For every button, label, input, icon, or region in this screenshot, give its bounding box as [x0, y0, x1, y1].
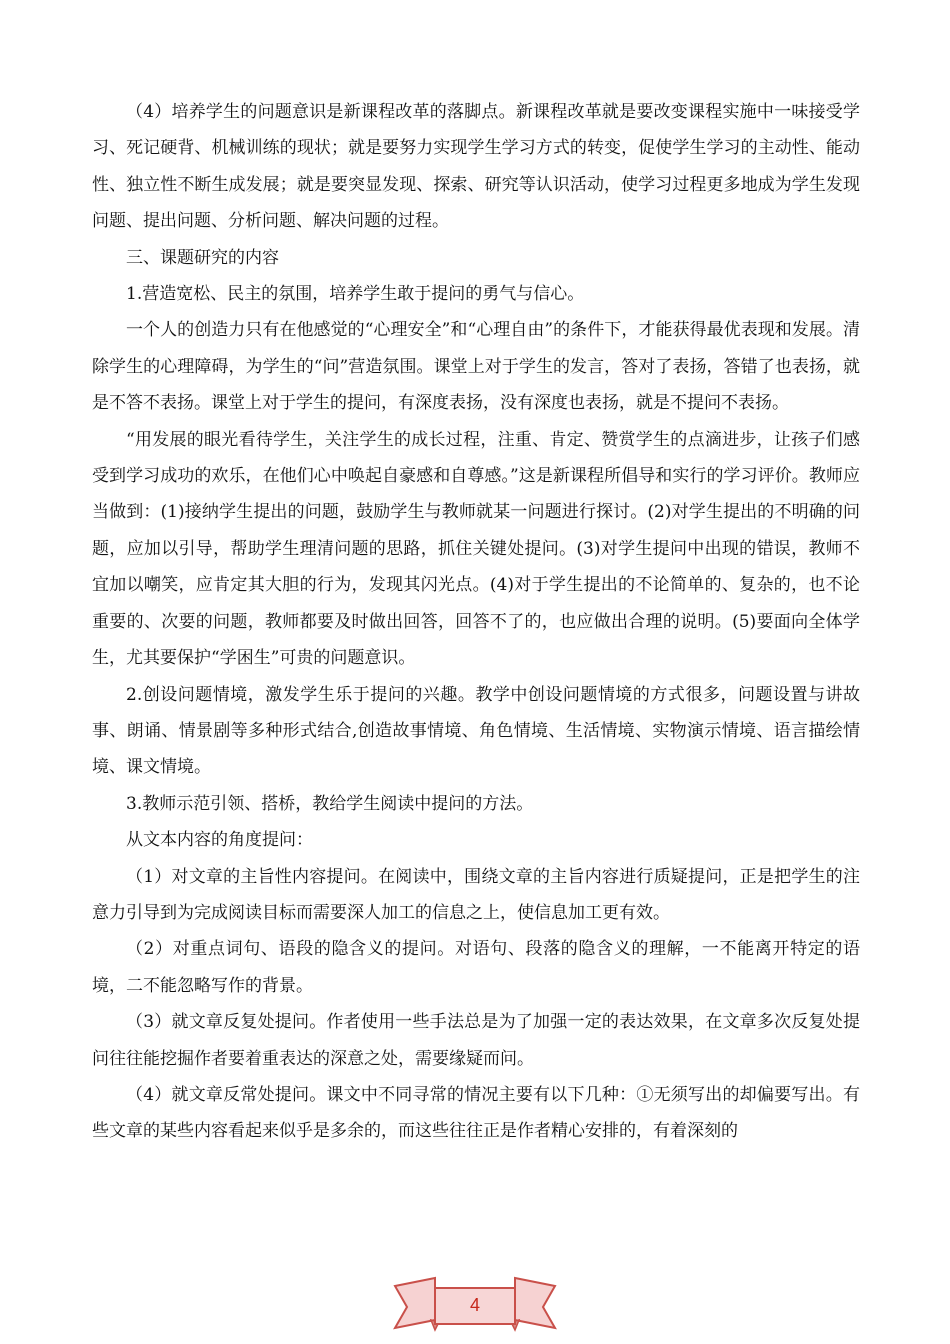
list-item-3: （3）就文章反复处提问。作者使用一些手法总是为了加强一定的表达效果，在文章多次反复处提问往往能挖掘作者要着重表达的深意之处，需要缘疑而问。 [92, 1012, 860, 1069]
list-item-4: （4）就文章反常处提问。课文中不同寻常的情况主要有以下几种：①无须写出的却偏要写出。有些文章的某些内容看起来似乎是多余的，而这些往往正是作者精心安排的，有着深刻的 [92, 1084, 860, 1142]
paragraph-4: 2.创设问题情境，激发学生乐于提问的兴趣。教学中创设问题情境的方式很多，问题设置与讲故事、朗诵、情景剧等多种形式结合,创造故事情境、角色情境、生活情境、实物演示情境、语言描绘情境、课文情境。 [92, 684, 860, 778]
list-item-1: （1）对文章的主旨性内容提问。在阅读中，围绕文章的主旨内容进行质疑提问，正是把学生的注意力引导到为完成阅读目标而需要深人加工的信息之上，使信息加工更有效。 [92, 866, 860, 923]
paragraph-3: “用发展的眼光看待学生，关注学生的成长过程，注重、肯定、赞赏学生的点滴进步，让孩子们感受到学习成功的欢乐，在他们心中唤起自豪感和自尊感。”这是新课程所倡导和实行的学习评价。教师应当做到：(1)接纳学生提出的问题，鼓励学生与教师就某一问题进行探讨。(2)对学生提出的不明确的问题，应加以引导，帮助学生理清问题的思路，抓住关键处提问。(3)对学生提问中出现的错误，教师不宜加以嘲笑，应肯定其大胆的行为，发现其闪光点。(4)对于学生提出的不论简单的、复杂的，也不论重要的、次要的问题，教师都要及时做出回答，回答不了的，也应做出合理的说明。(5)要面向全体学生，尤其要保护“学困生”可贵的问题意识。 [92, 429, 860, 669]
subheading-text-angle: 从文本内容的角度提问： [126, 830, 313, 851]
document-body [92, 94, 860, 1150]
page-footer [393, 1272, 557, 1342]
paragraph-2: 一个人的创造力只有在他感觉的“心理安全”和“心理自由”的条件下，才能获得最优表现和发展。清除学生的心理障碍，为学生的“问”营造氛围。课堂上对于学生的发言，答对了表扬，答错了也表扬，就是不答不表扬。课堂上对于学生的提问，有深度表扬，没有深度也表扬，就是不提问不表扬。 [92, 320, 860, 414]
page-number: 4 [469, 1295, 480, 1315]
paragraph-1: （4）培养学生的问题意识是新课程改革的落脚点。新课程改革就是要改变课程实施中一味接受学习、死记硬背、机械训练的现状；就是要努力实现学生学习方式的转变，促使学生学习的主动性、能动性、独立性不断生成发展；就是要突显发现、探索、研究等认识活动，使学习过程更多地成为学生发现问题、提出问题、分析问题、解决问题的过程。 [92, 102, 860, 232]
section-heading-3: 三、课题研究的内容 [126, 247, 279, 268]
subheading-3: 3.教师示范引领、搭桥，教给学生阅读中提问的方法。 [126, 793, 534, 814]
subheading-1: 1.营造宽松、民主的氛围，培养学生敢于提问的勇气与信心。 [126, 284, 585, 305]
list-item-2: （2）对重点词句、语段的隐含义的提问。对语句、段落的隐含义的理解，一不能离开特定的语境，二不能忽略写作的背景。 [92, 939, 860, 996]
